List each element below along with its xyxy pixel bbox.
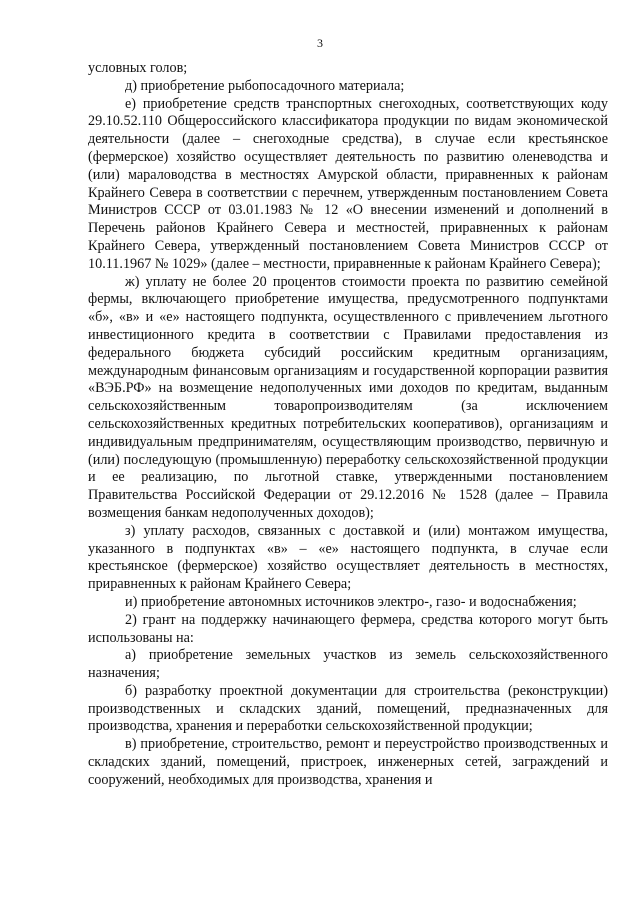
paragraph-item-z: з) уплату расходов, связанных с доставкой и (или) монтажом имущества, указанного в подпунктах «в» – «е» настоящего подпункта, в случае если крестьянское (фермерское) хозяйство осуществляет деятельность в местностях, приравненных к районам Крайнего Севера;: [88, 522, 608, 593]
document-body: [88, 60, 608, 790]
paragraph-item-v: в) приобретение, строительство, ремонт и переустройство производственных и складских зданий, помещений, пристроек, инженерных сетей, заграждений и сооружений, необходимых для производства, хранения и: [88, 736, 608, 788]
paragraph-item-zh: ж) уплату не более 20 процентов стоимости проекта по развитию семейной фермы, включающего приобретение имущества, предусмотренного подпунктами «б», «в» и «е» настоящего подпункта, осуществленного с привлечением льготного инвестиционного кредита в соответствии с Правилами предоставления из федерального бюджета субсидий российским кредитным организациям, международным финансовым организациям и государственной корпорации развития «ВЭБ.РФ» на возмещение недополученных ими доходов по кредитам, выданным сельскохозяйственным товаропроизводителям (за исключением сельскохозяйственных кредитных потребительских кооперативов), организациям и индивидуальным предпринимателям, осуществляющим производство, первичную и (или) последующую (промышленную) переработку сельскохозяйственной продукции и ее реализацию, по льготной ставке, утвержденными постановлением Правительства Российской Федерации от 29.12.2016 № 1528 (далее – Правила возмещения банкам недополученных доходов);: [88, 273, 608, 521]
paragraph-continuation: условных голов;: [88, 60, 188, 76]
paragraph-point-2: 2) грант на поддержку начинающего фермера, средства которого могут быть использованы на:: [88, 611, 608, 646]
paragraph-item-d: д) приобретение рыбопосадочного материала;: [125, 77, 405, 94]
paragraph-item-i: и) приобретение автономных источников электро-, газо- и водоснабжения;: [125, 593, 577, 610]
paragraph-item-a: а) приобретение земельных участков из земель сельскохозяйственного назначения;: [88, 647, 608, 682]
paragraph-item-b: б) разработку проектной документации для строительства (реконструкции) производственных и складских зданий, помещений, предназначенных для производства, хранения и переработки сельскохозяйственной продукции;: [88, 682, 608, 735]
page-number: 3: [317, 36, 323, 50]
paragraph-item-e: е) приобретение средств транспортных снегоходных, соответствующих коду 29.10.52.110 Общероссийского классификатора продукции по видам экономической деятельности (далее – снегоходные средства), в случае если крестьянское (фермерское) хозяйство осуществляет деятельность по развитию оленеводства и (или) мараловодства в местностях Амурской области, приравненных к районам Крайнего Севера в соответствии с перечнем, утвержденным постановлением Совета Министров СССР от 03.01.1983 № 12 «О внесении изменений и дополнений в Перечень районов Крайнего Севера и местностей, приравненных к районам Крайнего Севера, утвержденный постановлением Совета Министров СССР от 10.11.1967 № 1029» (далее – местности, приравненные к районам Крайнего Севера);: [88, 95, 608, 272]
